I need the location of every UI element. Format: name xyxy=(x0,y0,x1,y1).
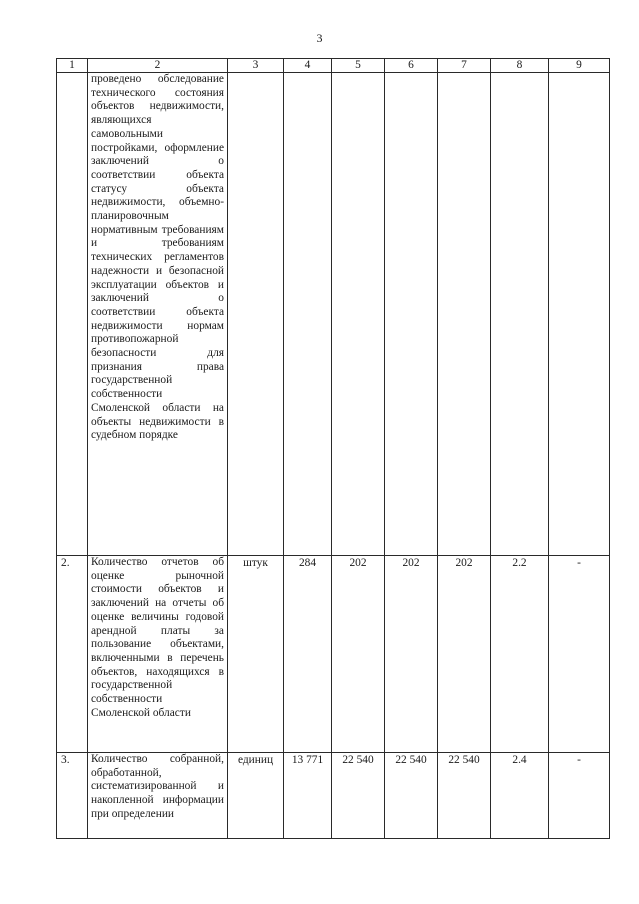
row-index: 2. xyxy=(57,556,88,753)
row-value-6 xyxy=(385,73,438,556)
header-cell: 4 xyxy=(284,59,332,73)
header-cell: 8 xyxy=(491,59,549,73)
table-row xyxy=(57,753,610,839)
row-value-4 xyxy=(284,73,332,556)
row-value-5 xyxy=(332,73,385,556)
row-value-9 xyxy=(549,73,610,556)
header-row xyxy=(57,59,610,73)
row-value-7: 22 540 xyxy=(438,753,491,839)
row-description: проведено обследование технического состояния объектов недвижимости, являющихся самовольными постройками, оформление заключений о соответствии объекта статусу объекта недвижимости, объемно-планировочным нормативным требованиям и требованиям технических регламентов надежности и безопасной эксплуатации объектов и заключений о соответствии объекта недвижимости нормам противопожарной безопасности для признания права государственной собственности Смоленской области на объекты недвижимости в судебном порядке xyxy=(88,73,228,556)
header-cell: 5 xyxy=(332,59,385,73)
row-value-8: 2.4 xyxy=(491,753,549,839)
header-cell: 9 xyxy=(549,59,610,73)
row-value-7 xyxy=(438,73,491,556)
page-number: 3 xyxy=(316,31,323,45)
row-value-4: 13 771 xyxy=(284,753,332,839)
table-row xyxy=(57,73,610,556)
row-value-6: 22 540 xyxy=(385,753,438,839)
row-index xyxy=(57,73,88,556)
row-unit: единиц xyxy=(228,753,284,839)
header-cell: 3 xyxy=(228,59,284,73)
header-cell: 2 xyxy=(88,59,228,73)
row-value-4: 284 xyxy=(284,556,332,753)
row-value-5: 22 540 xyxy=(332,753,385,839)
row-value-7: 202 xyxy=(438,556,491,753)
row-value-8 xyxy=(491,73,549,556)
row-description: Количество собранной, обработанной, систематизированной и накопленной информации при определении xyxy=(88,753,228,839)
row-unit: штук xyxy=(228,556,284,753)
table-row xyxy=(57,556,610,753)
row-value-5: 202 xyxy=(332,556,385,753)
row-description: Количество отчетов об оценке рыночной стоимости объектов и заключений на отчеты об оценке величины годовой арендной платы за пользование объектами, включенными в перечень объектов, находящихся в государственной собственности Смоленской области xyxy=(88,556,228,753)
row-unit xyxy=(228,73,284,556)
header-cell: 1 xyxy=(57,59,88,73)
header-cell: 7 xyxy=(438,59,491,73)
row-index: 3. xyxy=(57,753,88,839)
row-value-8: 2.2 xyxy=(491,556,549,753)
row-value-9: - xyxy=(549,556,610,753)
header-cell: 6 xyxy=(385,59,438,73)
row-value-9: - xyxy=(549,753,610,839)
row-value-6: 202 xyxy=(385,556,438,753)
indicator-table xyxy=(56,58,610,839)
